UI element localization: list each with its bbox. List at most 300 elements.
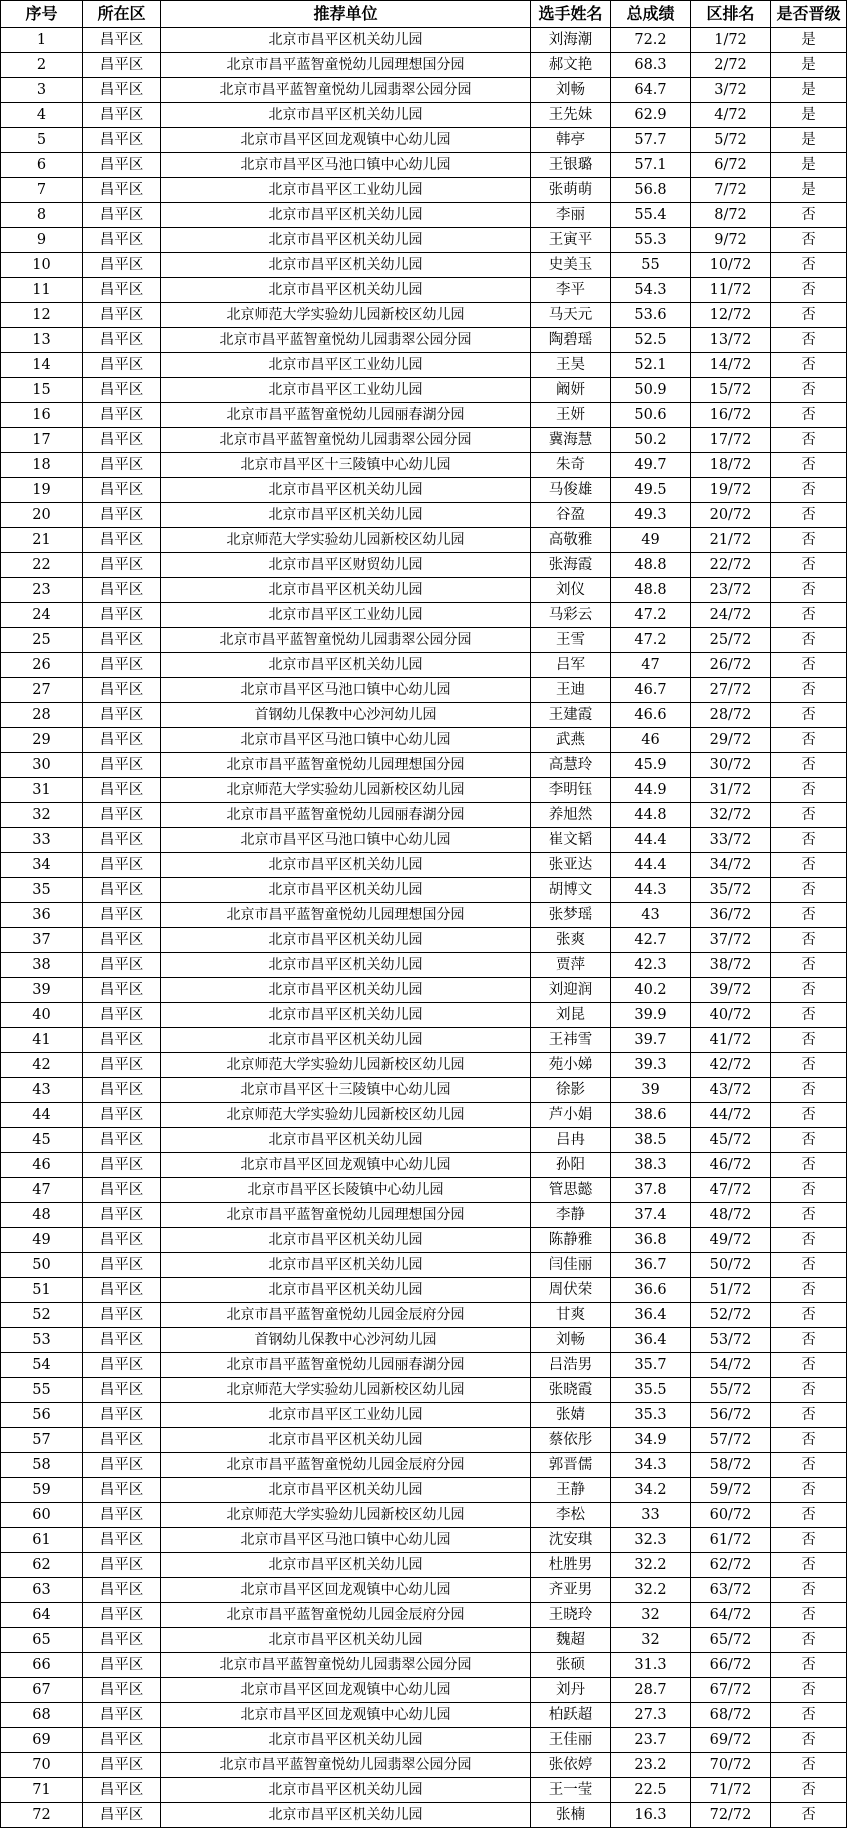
district-cell: 昌平区: [83, 1153, 161, 1178]
district-cell: 昌平区: [83, 1453, 161, 1478]
header-name: 选手姓名: [531, 1, 611, 28]
rank-cell: 2/72: [691, 53, 771, 78]
district-cell: 昌平区: [83, 28, 161, 53]
unit-cell: 北京市昌平区机关幼儿园: [161, 503, 531, 528]
name-cell: 刘畅: [531, 1328, 611, 1353]
name-cell: 贾萍: [531, 953, 611, 978]
advance-cell: 否: [771, 1428, 847, 1453]
name-cell: 王佳丽: [531, 1728, 611, 1753]
score-cell: 49.7: [611, 453, 691, 478]
unit-cell: 北京市昌平区机关幼儿园: [161, 1478, 531, 1503]
district-cell: 昌平区: [83, 978, 161, 1003]
table-row: [1, 1403, 847, 1428]
score-cell: 44.3: [611, 878, 691, 903]
district-cell: 昌平区: [83, 1103, 161, 1128]
score-cell: 45.9: [611, 753, 691, 778]
table-row: [1, 1428, 847, 1453]
advance-cell: 否: [771, 1028, 847, 1053]
name-cell: 张婧: [531, 1403, 611, 1428]
district-cell: 昌平区: [83, 78, 161, 103]
district-cell: 昌平区: [83, 1503, 161, 1528]
score-cell: 23.7: [611, 1728, 691, 1753]
unit-cell: 北京市昌平区机关幼儿园: [161, 1553, 531, 1578]
seq-cell: 63: [1, 1578, 83, 1603]
advance-cell: 否: [771, 1128, 847, 1153]
advance-cell: 否: [771, 1528, 847, 1553]
seq-cell: 71: [1, 1778, 83, 1803]
district-cell: 昌平区: [83, 678, 161, 703]
unit-cell: 北京市昌平蓝智童悦幼儿园金辰府分园: [161, 1303, 531, 1328]
score-cell: 16.3: [611, 1803, 691, 1828]
district-cell: 昌平区: [83, 1003, 161, 1028]
seq-cell: 65: [1, 1628, 83, 1653]
seq-cell: 46: [1, 1153, 83, 1178]
header-row: [1, 1, 847, 28]
name-cell: 张亚达: [531, 853, 611, 878]
score-cell: 23.2: [611, 1753, 691, 1778]
seq-cell: 24: [1, 603, 83, 628]
district-cell: 昌平区: [83, 1703, 161, 1728]
score-cell: 56.8: [611, 178, 691, 203]
seq-cell: 54: [1, 1353, 83, 1378]
advance-cell: 是: [771, 178, 847, 203]
name-cell: 齐亚男: [531, 1578, 611, 1603]
advance-cell: 否: [771, 1678, 847, 1703]
rank-cell: 67/72: [691, 1678, 771, 1703]
district-cell: 昌平区: [83, 1803, 161, 1828]
unit-cell: 北京市昌平蓝智童悦幼儿园理想国分园: [161, 53, 531, 78]
advance-cell: 否: [771, 1728, 847, 1753]
seq-cell: 4: [1, 103, 83, 128]
score-cell: 35.5: [611, 1378, 691, 1403]
table-row: [1, 453, 847, 478]
seq-cell: 6: [1, 153, 83, 178]
name-cell: 闫佳丽: [531, 1253, 611, 1278]
advance-cell: 否: [771, 828, 847, 853]
score-cell: 46: [611, 728, 691, 753]
table-row: [1, 1803, 847, 1828]
seq-cell: 51: [1, 1278, 83, 1303]
name-cell: 李静: [531, 1203, 611, 1228]
district-cell: 昌平区: [83, 1728, 161, 1753]
score-cell: 44.8: [611, 803, 691, 828]
name-cell: 李松: [531, 1503, 611, 1528]
name-cell: 崔文韬: [531, 828, 611, 853]
district-cell: 昌平区: [83, 578, 161, 603]
unit-cell: 北京市昌平区机关幼儿园: [161, 1728, 531, 1753]
advance-cell: 否: [771, 1778, 847, 1803]
advance-cell: 否: [771, 878, 847, 903]
unit-cell: 北京师范大学实验幼儿园新校区幼儿园: [161, 1103, 531, 1128]
score-cell: 39.3: [611, 1053, 691, 1078]
unit-cell: 北京市昌平区回龙观镇中心幼儿园: [161, 1153, 531, 1178]
header-rank: 区排名: [691, 1, 771, 28]
table-row: [1, 1278, 847, 1303]
unit-cell: 北京市昌平区回龙观镇中心幼儿园: [161, 128, 531, 153]
score-cell: 49: [611, 528, 691, 553]
table-row: [1, 1153, 847, 1178]
advance-cell: 否: [771, 1653, 847, 1678]
name-cell: 马彩云: [531, 603, 611, 628]
score-cell: 49.3: [611, 503, 691, 528]
name-cell: 王先妹: [531, 103, 611, 128]
unit-cell: 北京市昌平区长陵镇中心幼儿园: [161, 1178, 531, 1203]
header-unit: 推荐单位: [161, 1, 531, 28]
district-cell: 昌平区: [83, 1278, 161, 1303]
name-cell: 张爽: [531, 928, 611, 953]
name-cell: 王昊: [531, 353, 611, 378]
unit-cell: 北京市昌平区机关幼儿园: [161, 653, 531, 678]
unit-cell: 北京师范大学实验幼儿园新校区幼儿园: [161, 778, 531, 803]
seq-cell: 36: [1, 903, 83, 928]
seq-cell: 3: [1, 78, 83, 103]
district-cell: 昌平区: [83, 1378, 161, 1403]
advance-cell: 否: [771, 428, 847, 453]
unit-cell: 北京市昌平区机关幼儿园: [161, 278, 531, 303]
advance-cell: 否: [771, 1603, 847, 1628]
seq-cell: 57: [1, 1428, 83, 1453]
rank-cell: 70/72: [691, 1753, 771, 1778]
name-cell: 王迪: [531, 678, 611, 703]
rank-cell: 69/72: [691, 1728, 771, 1753]
table-row: [1, 528, 847, 553]
table-row: [1, 1578, 847, 1603]
seq-cell: 1: [1, 28, 83, 53]
advance-cell: 否: [771, 1328, 847, 1353]
advance-cell: 否: [771, 1303, 847, 1328]
score-cell: 48.8: [611, 553, 691, 578]
seq-cell: 22: [1, 553, 83, 578]
district-cell: 昌平区: [83, 1603, 161, 1628]
name-cell: 刘迎润: [531, 978, 611, 1003]
advance-cell: 否: [771, 1053, 847, 1078]
score-cell: 28.7: [611, 1678, 691, 1703]
advance-cell: 否: [771, 253, 847, 278]
district-cell: 昌平区: [83, 1753, 161, 1778]
district-cell: 昌平区: [83, 1353, 161, 1378]
score-cell: 32.2: [611, 1578, 691, 1603]
unit-cell: 北京师范大学实验幼儿园新校区幼儿园: [161, 528, 531, 553]
district-cell: 昌平区: [83, 428, 161, 453]
rank-cell: 59/72: [691, 1478, 771, 1503]
rank-cell: 42/72: [691, 1053, 771, 1078]
unit-cell: 北京市昌平蓝智童悦幼儿园金辰府分园: [161, 1453, 531, 1478]
seq-cell: 20: [1, 503, 83, 528]
name-cell: 史美玉: [531, 253, 611, 278]
seq-cell: 62: [1, 1553, 83, 1578]
name-cell: 王妍: [531, 403, 611, 428]
table-row: [1, 278, 847, 303]
rank-cell: 29/72: [691, 728, 771, 753]
seq-cell: 17: [1, 428, 83, 453]
score-cell: 36.7: [611, 1253, 691, 1278]
seq-cell: 26: [1, 653, 83, 678]
rank-cell: 49/72: [691, 1228, 771, 1253]
advance-cell: 否: [771, 903, 847, 928]
score-cell: 47.2: [611, 603, 691, 628]
name-cell: 王晓玲: [531, 1603, 611, 1628]
advance-cell: 是: [771, 103, 847, 128]
seq-cell: 52: [1, 1303, 83, 1328]
table-row: [1, 28, 847, 53]
score-cell: 36.8: [611, 1228, 691, 1253]
advance-cell: 否: [771, 1178, 847, 1203]
name-cell: 吕军: [531, 653, 611, 678]
advance-cell: 是: [771, 128, 847, 153]
district-cell: 昌平区: [83, 203, 161, 228]
name-cell: 芦小娟: [531, 1103, 611, 1128]
unit-cell: 北京师范大学实验幼儿园新校区幼儿园: [161, 303, 531, 328]
unit-cell: 北京师范大学实验幼儿园新校区幼儿园: [161, 1378, 531, 1403]
district-cell: 昌平区: [83, 928, 161, 953]
advance-cell: 否: [771, 1503, 847, 1528]
rank-cell: 28/72: [691, 703, 771, 728]
rank-cell: 64/72: [691, 1603, 771, 1628]
unit-cell: 北京市昌平区工业幼儿园: [161, 1403, 531, 1428]
unit-cell: 北京市昌平区财贸幼儿园: [161, 553, 531, 578]
score-cell: 39: [611, 1078, 691, 1103]
advance-cell: 否: [771, 1003, 847, 1028]
seq-cell: 47: [1, 1178, 83, 1203]
seq-cell: 41: [1, 1028, 83, 1053]
table-row: [1, 753, 847, 778]
rank-cell: 7/72: [691, 178, 771, 203]
rank-cell: 3/72: [691, 78, 771, 103]
seq-cell: 48: [1, 1203, 83, 1228]
advance-cell: 否: [771, 778, 847, 803]
rank-cell: 54/72: [691, 1353, 771, 1378]
district-cell: 昌平区: [83, 278, 161, 303]
rank-cell: 33/72: [691, 828, 771, 853]
table-row: [1, 553, 847, 578]
score-cell: 53.6: [611, 303, 691, 328]
rank-cell: 45/72: [691, 1128, 771, 1153]
name-cell: 马俊雄: [531, 478, 611, 503]
unit-cell: 北京市昌平区机关幼儿园: [161, 228, 531, 253]
district-cell: 昌平区: [83, 53, 161, 78]
advance-cell: 否: [771, 678, 847, 703]
district-cell: 昌平区: [83, 603, 161, 628]
rank-cell: 43/72: [691, 1078, 771, 1103]
seq-cell: 19: [1, 478, 83, 503]
unit-cell: 北京市昌平蓝智童悦幼儿园金辰府分园: [161, 1603, 531, 1628]
unit-cell: 北京市昌平蓝智童悦幼儿园翡翠公园分园: [161, 628, 531, 653]
score-cell: 34.9: [611, 1428, 691, 1453]
rank-cell: 36/72: [691, 903, 771, 928]
name-cell: 杜胜男: [531, 1553, 611, 1578]
rank-cell: 10/72: [691, 253, 771, 278]
rank-cell: 63/72: [691, 1578, 771, 1603]
score-cell: 55.4: [611, 203, 691, 228]
seq-cell: 59: [1, 1478, 83, 1503]
unit-cell: 北京市昌平区马池口镇中心幼儿园: [161, 1528, 531, 1553]
name-cell: 王静: [531, 1478, 611, 1503]
unit-cell: 北京市昌平区机关幼儿园: [161, 1253, 531, 1278]
rank-cell: 48/72: [691, 1203, 771, 1228]
district-cell: 昌平区: [83, 1078, 161, 1103]
name-cell: 李平: [531, 278, 611, 303]
advance-cell: 否: [771, 1403, 847, 1428]
name-cell: 陶碧瑶: [531, 328, 611, 353]
name-cell: 刘海潮: [531, 28, 611, 53]
score-cell: 54.3: [611, 278, 691, 303]
unit-cell: 北京市昌平区机关幼儿园: [161, 978, 531, 1003]
unit-cell: 首钢幼儿保教中心沙河幼儿园: [161, 703, 531, 728]
advance-cell: 否: [771, 653, 847, 678]
score-cell: 38.5: [611, 1128, 691, 1153]
seq-cell: 53: [1, 1328, 83, 1353]
seq-cell: 10: [1, 253, 83, 278]
district-cell: 昌平区: [83, 228, 161, 253]
advance-cell: 否: [771, 978, 847, 1003]
district-cell: 昌平区: [83, 703, 161, 728]
table-row: [1, 178, 847, 203]
rank-cell: 24/72: [691, 603, 771, 628]
rank-cell: 58/72: [691, 1453, 771, 1478]
table-row: [1, 78, 847, 103]
seq-cell: 45: [1, 1128, 83, 1153]
seq-cell: 49: [1, 1228, 83, 1253]
unit-cell: 北京市昌平区机关幼儿园: [161, 878, 531, 903]
table-row: [1, 203, 847, 228]
seq-cell: 72: [1, 1803, 83, 1828]
district-cell: 昌平区: [83, 1178, 161, 1203]
score-cell: 72.2: [611, 28, 691, 53]
seq-cell: 44: [1, 1103, 83, 1128]
table-row: [1, 1203, 847, 1228]
score-cell: 38.6: [611, 1103, 691, 1128]
unit-cell: 首钢幼儿保教中心沙河幼儿园: [161, 1328, 531, 1353]
district-cell: 昌平区: [83, 1653, 161, 1678]
name-cell: 冀海慧: [531, 428, 611, 453]
name-cell: 柏跃超: [531, 1703, 611, 1728]
name-cell: 孙阳: [531, 1153, 611, 1178]
rank-cell: 9/72: [691, 228, 771, 253]
seq-cell: 11: [1, 278, 83, 303]
score-cell: 50.6: [611, 403, 691, 428]
table-row: [1, 1178, 847, 1203]
rank-cell: 51/72: [691, 1278, 771, 1303]
score-cell: 55: [611, 253, 691, 278]
district-cell: 昌平区: [83, 878, 161, 903]
table-row: [1, 1228, 847, 1253]
rank-cell: 26/72: [691, 653, 771, 678]
table-row: [1, 1503, 847, 1528]
advance-cell: 否: [771, 278, 847, 303]
advance-cell: 否: [771, 378, 847, 403]
unit-cell: 北京市昌平区工业幼儿园: [161, 378, 531, 403]
score-cell: 27.3: [611, 1703, 691, 1728]
advance-cell: 否: [771, 228, 847, 253]
district-cell: 昌平区: [83, 453, 161, 478]
advance-cell: 否: [771, 1228, 847, 1253]
unit-cell: 北京市昌平区工业幼儿园: [161, 353, 531, 378]
seq-cell: 60: [1, 1503, 83, 1528]
seq-cell: 14: [1, 353, 83, 378]
table-row: [1, 328, 847, 353]
name-cell: 王建霞: [531, 703, 611, 728]
rank-cell: 60/72: [691, 1503, 771, 1528]
district-cell: 昌平区: [83, 528, 161, 553]
rank-cell: 15/72: [691, 378, 771, 403]
advance-cell: 否: [771, 1703, 847, 1728]
table-row: [1, 628, 847, 653]
name-cell: 陈静雅: [531, 1228, 611, 1253]
unit-cell: 北京市昌平区机关幼儿园: [161, 28, 531, 53]
advance-cell: 否: [771, 403, 847, 428]
seq-cell: 34: [1, 853, 83, 878]
score-cell: 37.4: [611, 1203, 691, 1228]
name-cell: 王一莹: [531, 1778, 611, 1803]
table-row: [1, 378, 847, 403]
name-cell: 王寅平: [531, 228, 611, 253]
seq-cell: 23: [1, 578, 83, 603]
table-row: [1, 678, 847, 703]
advance-cell: 否: [771, 578, 847, 603]
name-cell: 张楠: [531, 1803, 611, 1828]
rank-cell: 34/72: [691, 853, 771, 878]
district-cell: 昌平区: [83, 353, 161, 378]
advance-cell: 否: [771, 803, 847, 828]
unit-cell: 北京市昌平蓝智童悦幼儿园丽春湖分园: [161, 403, 531, 428]
seq-cell: 38: [1, 953, 83, 978]
score-cell: 46.6: [611, 703, 691, 728]
unit-cell: 北京市昌平区十三陵镇中心幼儿园: [161, 453, 531, 478]
rank-cell: 5/72: [691, 128, 771, 153]
advance-cell: 否: [771, 703, 847, 728]
seq-cell: 43: [1, 1078, 83, 1103]
score-cell: 37.8: [611, 1178, 691, 1203]
rank-cell: 61/72: [691, 1528, 771, 1553]
district-cell: 昌平区: [83, 1228, 161, 1253]
table-row: [1, 1728, 847, 1753]
unit-cell: 北京市昌平蓝智童悦幼儿园翡翠公园分园: [161, 1753, 531, 1778]
seq-cell: 7: [1, 178, 83, 203]
rank-cell: 50/72: [691, 1253, 771, 1278]
district-cell: 昌平区: [83, 478, 161, 503]
table-row: [1, 653, 847, 678]
name-cell: 刘丹: [531, 1678, 611, 1703]
score-cell: 68.3: [611, 53, 691, 78]
score-cell: 57.1: [611, 153, 691, 178]
district-cell: 昌平区: [83, 628, 161, 653]
name-cell: 谷盈: [531, 503, 611, 528]
table-row: [1, 1603, 847, 1628]
table-row: [1, 603, 847, 628]
rank-cell: 20/72: [691, 503, 771, 528]
seq-cell: 16: [1, 403, 83, 428]
unit-cell: 北京市昌平区马池口镇中心幼儿园: [161, 728, 531, 753]
rank-cell: 23/72: [691, 578, 771, 603]
district-cell: 昌平区: [83, 728, 161, 753]
district-cell: 昌平区: [83, 128, 161, 153]
seq-cell: 25: [1, 628, 83, 653]
score-cell: 47: [611, 653, 691, 678]
advance-cell: 否: [771, 328, 847, 353]
district-cell: 昌平区: [83, 253, 161, 278]
name-cell: 张依婷: [531, 1753, 611, 1778]
seq-cell: 30: [1, 753, 83, 778]
seq-cell: 56: [1, 1403, 83, 1428]
advance-cell: 否: [771, 353, 847, 378]
name-cell: 郝文艳: [531, 53, 611, 78]
name-cell: 养旭然: [531, 803, 611, 828]
name-cell: 苑小娣: [531, 1053, 611, 1078]
district-cell: 昌平区: [83, 1428, 161, 1453]
district-cell: 昌平区: [83, 903, 161, 928]
seq-cell: 18: [1, 453, 83, 478]
district-cell: 昌平区: [83, 1253, 161, 1278]
